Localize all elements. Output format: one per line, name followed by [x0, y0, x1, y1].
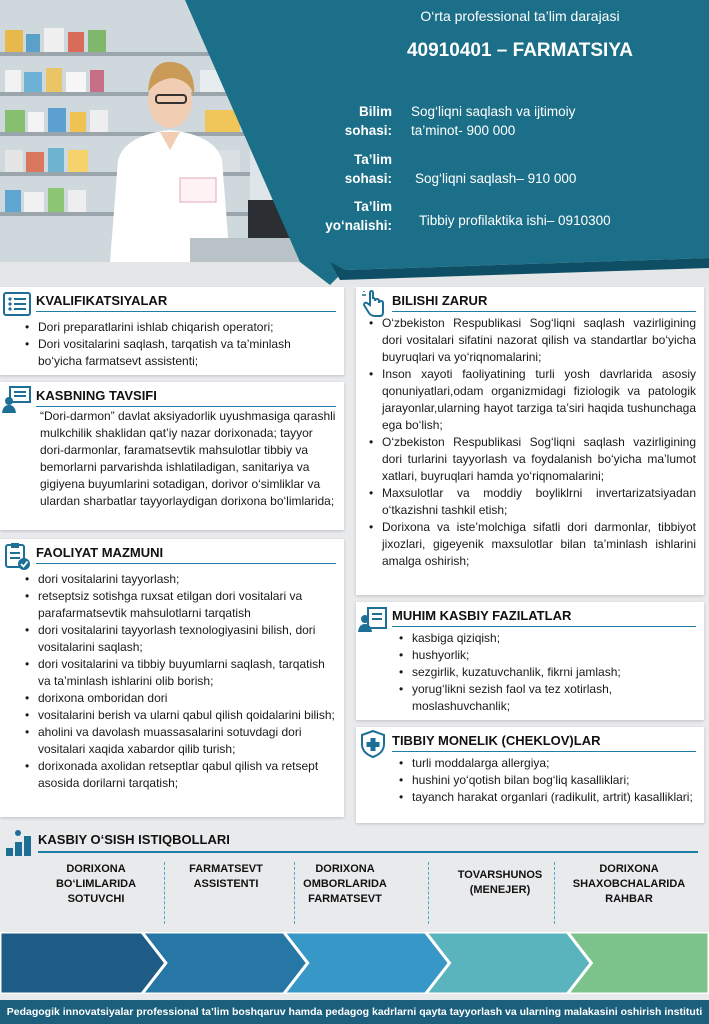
list-item: • dorixona omboridan dori	[22, 690, 338, 707]
page-title: 40910401 – FARMATSIYA	[406, 40, 633, 61]
card-medical-restrictions	[356, 727, 704, 823]
list-item: • dori vositalarini tayyorlash;	[22, 571, 338, 588]
list-item: • hushyorlik;	[396, 647, 698, 664]
list-item: • yorug‘likni sezish faol va tez xotirlash, moslashuvchanlik;	[396, 681, 698, 715]
section-title: TIBBIY MONELIK (CHEKLOV)LAR	[392, 733, 696, 752]
list-item: • dori vositalarini va tibbiy buyumlarni saqlash, tarqatish va ta’minlash ishlarini olib borish;	[22, 656, 338, 690]
section-title: FAOLIYAT MAZMUNI	[36, 545, 336, 564]
list-item: • Dori preparatlarini ishlab chiqarish operatori;	[22, 319, 338, 336]
section-title: KASBNING TAVSIFI	[36, 388, 336, 407]
medical-shield-icon	[358, 729, 388, 759]
list-item: • tayanch harakat organlari (radikulit, artrit) kasalliklari;	[396, 789, 698, 806]
card-profession-description	[0, 382, 344, 530]
header	[0, 0, 709, 285]
list-item: • retseptsiz sotishga ruxsat etilgan dori vositalari va parafarmatsevtik mahsulotlarni tarqatish	[22, 588, 338, 622]
section-title: KVALIFIKATSIYALAR	[36, 293, 336, 312]
career-growth-icon	[4, 828, 34, 858]
card-qualifications	[0, 287, 344, 375]
list-item: • Dorixona va iste’molchiga sifatli dori darmonlar, tibbiyot jixozlari, gigeyenik maxsulotlar bilan ta’minlash ishlarini amalga oshirish;	[366, 519, 696, 570]
career-step-2: FARMATSEVT ASSISTENTI	[189, 863, 263, 890]
field-row-education: Ta’lim sohasi: Sog‘liqni saqlash– 910 000	[344, 152, 577, 186]
career-arrows	[0, 932, 709, 994]
list-item: • Maxsulotlar va moddiy boyliklrni invertarizatsiyadan o‘tkazishni tashkil etish;	[366, 485, 696, 519]
card-must-know	[356, 287, 704, 595]
divider	[428, 862, 429, 924]
career-step-1: DORIXONA BO‘LIMLARIDA SOTUVCHI	[55, 863, 137, 905]
list-item: • hushini yo‘qotish bilan bog‘liq kasalliklari;	[396, 772, 698, 789]
list-item: • aholini va davolash muassasalarini sotuvdagi dori vositalari xaqida xabardor qilib turish;	[22, 724, 338, 758]
education-level: O‘rta professional ta’lim darajasi	[420, 8, 620, 24]
list-item: • O‘zbekiston Respublikasi Sog‘liqni saqlash vazirligining dori vositalari sifatini nazorat qilish va standartlar bo‘yicha buyruqlari va yo‘riqnomalarini;	[366, 315, 696, 366]
list-item: • turli moddalarga allergiya;	[396, 755, 698, 772]
list-item: • dorixonada axolidan retseptlar qabul qilish va retsept asosida dorilarni tarqatish;	[22, 758, 338, 792]
list-item: • Dori vositalarini saqlash, tarqatish va ta’minlash bo‘yicha farmatsevt assistenti;	[22, 336, 338, 370]
list-item: • vositalarini berish va ularni qabul qilish qoidalarini bilish;	[22, 707, 338, 724]
career-step-4: TOVARSHUNOS (MENEJER)	[457, 869, 543, 896]
clipboard-check-icon	[2, 541, 32, 571]
qualifications-list	[22, 319, 338, 370]
divider	[554, 862, 555, 924]
career-step-3: DORIXONA OMBORLARIDA FARMATSEVT	[303, 863, 387, 905]
list-item: • Inson xayoti faoliyatining turli yosh davrlarida asosiy qonuniyatlari,odam organizmidagi fiziologik va patologik jarayonlar,ularning hayot tarziga ta’siri haqida tushunchaga ega bo‘lish;	[366, 366, 696, 434]
restrictions-list	[396, 755, 698, 806]
section-title: BILISHI ZARUR	[392, 293, 696, 312]
divider	[164, 862, 165, 924]
field-row-knowledge: Bilim sohasi: Sog‘liqni saqlash va ijtimoiy ta’minot- 900 000	[344, 104, 576, 138]
career-arrow-1	[0, 932, 166, 994]
section-title: KASBIY O‘SISH ISTIQBOLLARI	[38, 832, 230, 847]
list-item: • O‘zbekiston Respublikasi Sog‘liqni saqlash vazirligining dori turlarini tayyorlash va foydalanish bo‘yicha ma’lumot xatlari, buyruqlari hamda yo‘riqnomalarini;	[366, 434, 696, 485]
person-board-icon	[2, 384, 32, 414]
list-item: • dori vositalarini tayyorlash texnologiyasini bilish, dori vositalarini saqlash;	[22, 622, 338, 656]
must-know-list	[366, 315, 696, 570]
field-row-direction: Ta’lim yo‘nalishi: Tibbiy profilaktika ishi– 0910300	[325, 199, 611, 233]
activity-list	[22, 571, 338, 792]
career-step-5: DORIXONA SHAXOBCHALARIDA RAHBAR	[572, 863, 686, 905]
list-icon	[2, 289, 32, 319]
qualities-list	[396, 630, 698, 715]
list-item: • kasbiga qiziqish;	[396, 630, 698, 647]
list-item: • sezgirlik, kuzatuvchanlik, fikrni jamlash;	[396, 664, 698, 681]
card-professional-qualities	[356, 602, 704, 720]
section-title: MUHIM KASBIY FAZILATLAR	[392, 608, 696, 627]
divider	[38, 851, 698, 853]
checklist-person-icon	[358, 604, 388, 634]
card-activity-content	[0, 539, 344, 817]
description-text: “Dori-darmon” davlat aksiyadorlik uyushmasiga qarashli mulkchilik shaklidan qat’iy nazar dorixonada; tayyor dori-darmonlar, faramatsevtik mahsulotlar tibbiy va bemorlarni parvarishda ishlatiladigan, sanitariya va gigiyena buyumlarini sotadigan, dorivor o‘simliklar va ulardan sharbatlar tayyorlaydigan dorixona bo‘limlarida;	[40, 409, 336, 508]
footer-institute: Pedagogik innovatsiyalar professional ta’lim boshqaruv hamda pedagog kadrlarni qayta tayyorlash va ularning malakasini oshirish instituti	[0, 1000, 709, 1024]
